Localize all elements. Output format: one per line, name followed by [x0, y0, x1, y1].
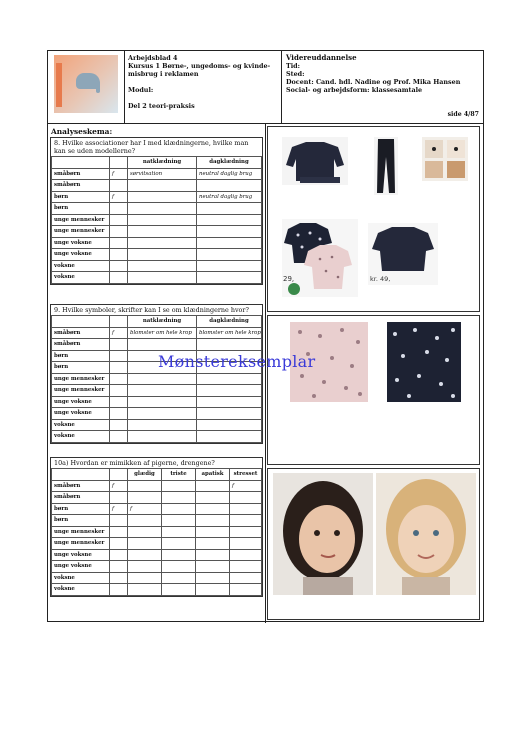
answer-cell [128, 538, 162, 550]
table-row [52, 584, 262, 596]
row-mark [110, 362, 128, 374]
pattern-photos-box [267, 315, 480, 465]
modul-label: Modul: [128, 86, 154, 94]
row-label: småbørn [52, 180, 110, 192]
page-number: side 4/87 [447, 111, 479, 118]
answer-cell [110, 538, 128, 550]
table-row [52, 180, 262, 192]
elephant-trunk-icon [96, 81, 100, 93]
table-row [52, 492, 262, 504]
answer-cell [128, 226, 197, 238]
table-row [52, 249, 262, 261]
answer-cell: neutral daglig brug [197, 168, 262, 180]
answer-cell [128, 549, 162, 561]
price-tag-right: kr. 49, [370, 275, 391, 283]
answer-cell [128, 214, 197, 226]
row-label: voksne [52, 260, 110, 272]
row-label: børn [52, 203, 110, 215]
table-row [52, 327, 262, 339]
answer-cell [162, 515, 196, 527]
row-mark: f [110, 168, 128, 180]
header-row [52, 157, 262, 169]
table-row [52, 272, 262, 284]
watermark-text: Mønstereksemplar [158, 352, 316, 371]
answer-cell: f [110, 480, 128, 492]
answer-cell [197, 180, 262, 192]
socks-package-photo [422, 137, 468, 181]
answer-cell [110, 526, 128, 538]
row-label: unge voksne [52, 249, 110, 261]
answer-cell [128, 180, 197, 192]
answer-cell [128, 419, 197, 431]
table-row [52, 408, 262, 420]
row-label: unge mennesker [52, 526, 110, 538]
table-row [52, 549, 262, 561]
answer-cell [162, 584, 196, 596]
answer-cell [162, 503, 196, 515]
answer-cell [110, 584, 128, 596]
child-photo-dark-hair [273, 473, 373, 595]
answer-cell [128, 237, 197, 249]
column-header: dagklædning [197, 157, 262, 169]
column-header: natklædning [128, 157, 197, 169]
form-label: Social- og arbejdsform: klassesamtale [286, 86, 423, 94]
answer-cell [128, 431, 197, 443]
program-label: Videreuddannelse [286, 53, 357, 62]
column-header [110, 157, 128, 169]
answer-cell [128, 385, 197, 397]
row-mark [110, 419, 128, 431]
answer-cell [162, 526, 196, 538]
answer-cell [128, 272, 197, 284]
children-photos-box [267, 468, 480, 620]
answer-cell [128, 203, 197, 215]
row-label: unge mennesker [52, 226, 110, 238]
sted-label: Sted: [286, 70, 305, 78]
answer-cell [128, 396, 197, 408]
column-header [52, 157, 110, 169]
column-header: dagklædning [197, 316, 262, 328]
row-label: voksne [52, 272, 110, 284]
row-mark [110, 226, 128, 238]
answer-cell [110, 572, 128, 584]
row-label: unge voksne [52, 396, 110, 408]
table-row [52, 480, 262, 492]
course-line-2: misbrug i reklamen [128, 70, 199, 78]
dark-floral-pattern-photo [387, 322, 461, 402]
table-row [52, 339, 262, 351]
question-10-box [50, 457, 263, 597]
answer-cell [196, 561, 230, 573]
course-logo [54, 55, 118, 113]
row-label: voksne [52, 584, 110, 596]
row-label: unge voksne [52, 408, 110, 420]
answer-cell [196, 480, 230, 492]
answer-cell [110, 561, 128, 573]
answer-cell [196, 584, 230, 596]
table-row [52, 168, 262, 180]
column-header: stresset [230, 469, 262, 481]
answer-cell [162, 538, 196, 550]
answer-cell [110, 549, 128, 561]
answer-cell [230, 492, 262, 504]
answer-cell: f [128, 503, 162, 515]
answer-cell [128, 191, 197, 203]
answer-cell [197, 396, 262, 408]
garment-photos-box [267, 126, 480, 312]
row-label: børn [52, 191, 110, 203]
header-row [52, 316, 262, 328]
answer-cell [196, 515, 230, 527]
navy-shirt-photo [282, 137, 348, 185]
row-mark [110, 214, 128, 226]
row-mark [110, 431, 128, 443]
answer-cell [230, 584, 262, 596]
course-info [124, 51, 282, 123]
session-info [282, 51, 483, 123]
table-row [52, 214, 262, 226]
row-label: børn [52, 515, 110, 527]
answer-cell [197, 272, 262, 284]
answer-cell: neutral daglig brug [197, 191, 262, 203]
column-header: glædig [128, 469, 162, 481]
row-mark: f [110, 327, 128, 339]
column-header [52, 316, 110, 328]
answer-cell [162, 480, 196, 492]
answer-cell [230, 515, 262, 527]
row-mark [110, 339, 128, 351]
question-9-box [50, 304, 263, 444]
bodysuits-photo [282, 219, 358, 297]
answer-cell [162, 561, 196, 573]
question-8-text: 8. Hvilke associationer har I med klædningerne, hvilke man kan se uden modellerne? [54, 139, 249, 155]
row-label: unge mennesker [52, 373, 110, 385]
answer-cell [197, 408, 262, 420]
column-header: triste [162, 469, 196, 481]
answer-cell [197, 373, 262, 385]
row-label: unge voksne [52, 549, 110, 561]
logo-strip [56, 63, 62, 107]
row-label: voksne [52, 419, 110, 431]
header-row [52, 469, 262, 481]
worksheet-page [47, 50, 484, 622]
answer-cell [128, 339, 197, 351]
docent-label: Docent: Cand. hdl. Nadine og Prof. Mika Hansen [286, 78, 461, 86]
row-mark [110, 272, 128, 284]
image-column [265, 123, 483, 623]
answer-cell [197, 260, 262, 272]
answer-cell [230, 572, 262, 584]
del-label: Del 2 teori-praksis [128, 102, 195, 110]
answer-cell [128, 561, 162, 573]
row-label: børn [52, 350, 110, 362]
row-label: børn [52, 362, 110, 374]
answer-cell [128, 480, 162, 492]
answer-cell: blomster om hele krop [197, 327, 262, 339]
row-label: småbørn [52, 168, 110, 180]
answer-cell [197, 419, 262, 431]
answer-cell [128, 584, 162, 596]
table-row [52, 226, 262, 238]
child-photo-blond-hair [376, 473, 476, 595]
answer-cell [196, 549, 230, 561]
answer-cell [162, 492, 196, 504]
answer-cell [230, 549, 262, 561]
row-label: voksne [52, 572, 110, 584]
answer-cell: sørvitsation [128, 168, 197, 180]
table-row [52, 515, 262, 527]
course-line-1: Kursus 1 Børne-, ungedoms- og kvinde- [128, 62, 271, 70]
row-mark [110, 237, 128, 249]
row-label: unge mennesker [52, 214, 110, 226]
answer-cell [196, 538, 230, 550]
row-mark [110, 350, 128, 362]
navy-bodysuit-photo [368, 223, 438, 285]
answer-cell [128, 526, 162, 538]
column-header: natklædning [128, 316, 197, 328]
answer-cell [197, 226, 262, 238]
row-mark [110, 385, 128, 397]
question-8-box [50, 137, 263, 285]
answer-cell [128, 408, 197, 420]
row-mark [110, 203, 128, 215]
black-leggings-photo [374, 137, 398, 195]
answer-cell [196, 503, 230, 515]
answer-cell [197, 385, 262, 397]
column-header [52, 469, 110, 481]
table-row [52, 373, 262, 385]
answer-cell [230, 561, 262, 573]
answer-cell [197, 237, 262, 249]
question-10-text: 10a) Hvordan er mimikken af pigerne, drengene? [54, 459, 215, 467]
table-row [52, 260, 262, 272]
table-row [52, 396, 262, 408]
tid-label: Tid: [286, 62, 301, 70]
row-label: unge voksne [52, 561, 110, 573]
row-label: børn [52, 503, 110, 515]
answer-cell [128, 373, 197, 385]
answer-cell [197, 249, 262, 261]
table-row [52, 237, 262, 249]
column-header [110, 469, 128, 481]
row-mark [110, 373, 128, 385]
answer-cell: f [230, 480, 262, 492]
answer-cell [162, 549, 196, 561]
question-9-table [51, 315, 262, 443]
table-row [52, 385, 262, 397]
answer-cell [197, 339, 262, 351]
answer-cell [128, 492, 162, 504]
table-row [52, 526, 262, 538]
row-label: småbørn [52, 327, 110, 339]
answer-cell [197, 431, 262, 443]
answer-cell [197, 203, 262, 215]
answer-cell [128, 249, 197, 261]
answer-cell [162, 572, 196, 584]
column-header [110, 316, 128, 328]
row-label: voksne [52, 431, 110, 443]
section-title: Analyseskema: [51, 127, 113, 136]
table-row [52, 203, 262, 215]
table-row [52, 538, 262, 550]
question-9-text: 9. Hvilke symboler, skrifter kan I se om klædningerne hvor? [54, 306, 249, 314]
row-mark: f [110, 191, 128, 203]
answer-cell [128, 515, 162, 527]
answer-cell [196, 572, 230, 584]
table-row [52, 191, 262, 203]
answer-cell: f [110, 503, 128, 515]
table-row [52, 572, 262, 584]
column-header: apatisk [196, 469, 230, 481]
answer-cell [128, 260, 197, 272]
logo-cell [48, 51, 125, 123]
row-label: småbørn [52, 339, 110, 351]
answer-cell [230, 526, 262, 538]
row-mark [110, 396, 128, 408]
answer-cell [110, 515, 128, 527]
answer-cell [230, 503, 262, 515]
row-label: småbørn [52, 492, 110, 504]
answer-cell [128, 572, 162, 584]
table-row [52, 419, 262, 431]
table-row [52, 431, 262, 443]
row-label: unge voksne [52, 237, 110, 249]
row-mark [110, 180, 128, 192]
answer-cell [197, 214, 262, 226]
question-8-table [51, 156, 262, 284]
row-mark [110, 408, 128, 420]
answer-cell [196, 492, 230, 504]
answer-cell [110, 492, 128, 504]
worksheet-header [48, 51, 483, 124]
table-row [52, 503, 262, 515]
row-mark [110, 260, 128, 272]
answer-cell [230, 538, 262, 550]
row-mark [110, 249, 128, 261]
price-tag-left: 29, [283, 275, 295, 283]
table-row [52, 561, 262, 573]
answer-cell: blomster om hele krop [128, 327, 197, 339]
row-label: unge mennesker [52, 538, 110, 550]
answer-cell [196, 526, 230, 538]
question-10-table [51, 468, 262, 596]
worksheet-title: Arbejdsblad 4 [128, 54, 178, 62]
row-label: småbørn [52, 480, 110, 492]
row-label: unge mennesker [52, 385, 110, 397]
